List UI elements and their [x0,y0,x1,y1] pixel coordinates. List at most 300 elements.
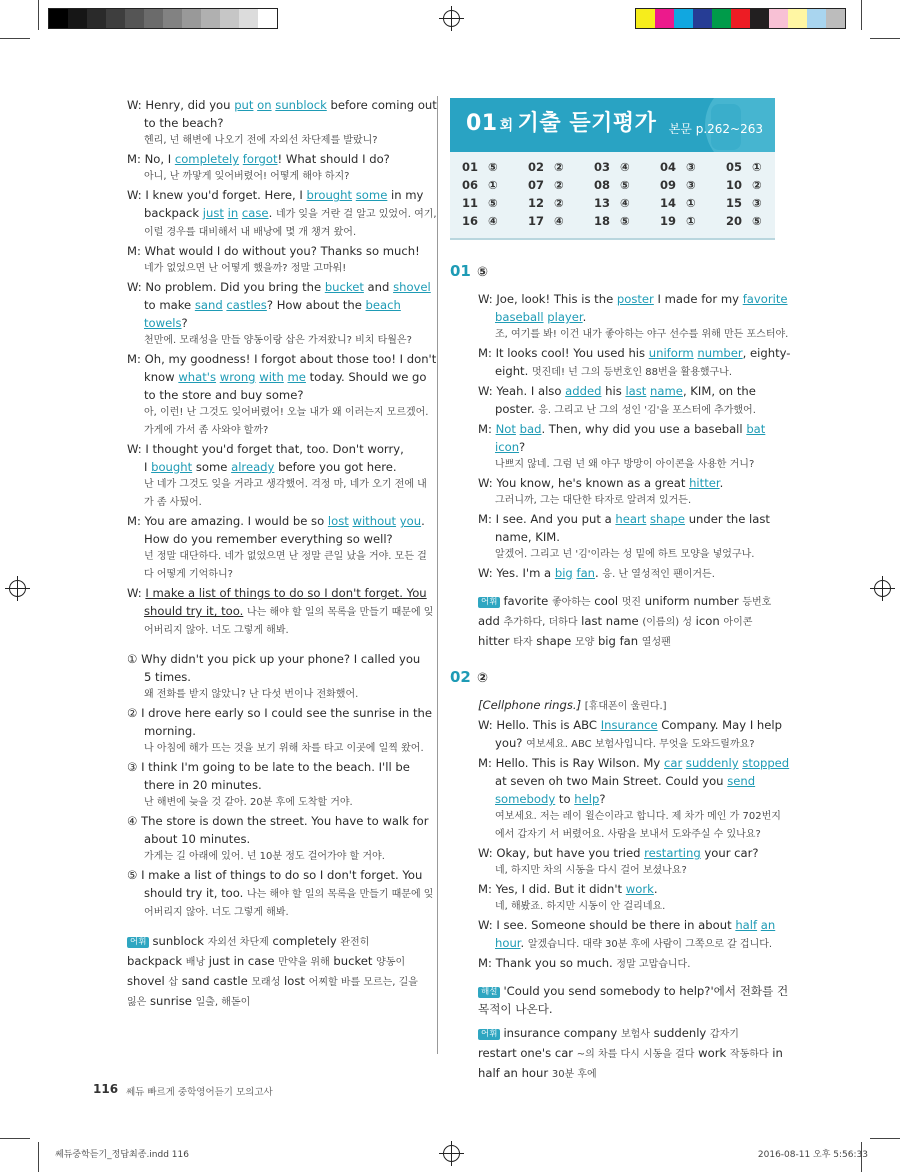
dictation-blank: car [663,756,683,770]
answer-key-number: 09 [660,178,677,192]
text-line [127,494,427,512]
dictation-blank: towels [144,316,182,330]
gray-swatch [182,9,201,28]
question-01-vocab [478,592,775,652]
text-segment: M: Oh, my goodness! I forgot about those too! I don't [127,352,437,366]
page-reference: 본문 p.262~263 [668,122,763,136]
text-line [127,168,427,186]
dictation-blank: added [565,384,602,398]
text-line [127,830,427,848]
dictation-blank: restarting [644,846,701,860]
dictation-blank: big [554,566,573,580]
text-line [478,954,775,974]
text-segment: ? [599,792,606,806]
text-segment: . [582,310,587,324]
text-line [478,934,775,954]
text-segment: ? [181,316,188,330]
answer-key-choice: ③ [682,160,696,174]
text-line [127,260,427,278]
dictation-blank: in [227,206,239,220]
korean-translation: 응. 그리고 난 그의 성인 '김'을 포스터에 추가했어. [538,405,756,416]
text-segment: 에서 갑자기 서 버렸어요. 사람을 보내서 도와주실 수 있나요? [495,829,761,840]
text-line [478,492,775,510]
answer-key-number: 14 [660,196,677,210]
stage-direction: [Cellphone rings.] [478,698,585,712]
korean-translation: 추가하다, 더하다 [503,617,578,628]
answer-key-item [462,214,528,232]
answer-key-number: 19 [660,214,677,228]
dictation-blank: bought [151,460,193,474]
text-line [478,592,775,612]
korean-translation: 모양 [574,637,595,648]
text-segment: eight. [495,364,532,378]
text-segment: icon [691,614,724,628]
korean-translation: 잃은 [127,997,147,1008]
question-02-dialogue [478,696,790,974]
vocab-section [127,932,427,1012]
color-swatch [636,9,655,28]
text-segment: ? How about the [266,298,366,312]
answer-key-number: 12 [528,196,545,210]
text-segment: . [421,514,425,528]
answer-key-number: 18 [594,214,611,228]
text-segment: under the last [685,512,770,526]
color-swatch [731,9,750,28]
dictation-blank: already [231,460,275,474]
answer-key-item [660,178,726,196]
text-segment: , eighty- [742,346,791,360]
text-line [127,602,434,622]
text-segment: half an hour [478,1066,552,1080]
text-segment: restart one's car [478,1046,577,1060]
answer-key-number: 07 [528,178,545,192]
korean-translation: 정말 고맙습니다. [616,959,691,970]
text-segment: lost [280,974,309,988]
text-segment: W: Yeah. I also [478,384,566,398]
text-segment: before coming out [326,98,437,112]
text-segment: completely [268,934,341,948]
text-segment: 네가 없었으면 난 어떻게 했을까? 정말 고마워! [144,263,347,274]
korean-translation: 갑자기 [709,1029,739,1040]
text-segment: 'Could you send somebody to help?'에서 전화를 건 [503,984,789,998]
test-title-banner [450,98,775,152]
text-line [127,650,427,668]
page-number: 116 [93,1082,119,1096]
text-line [478,1064,775,1084]
text-segment: M: You are amazing. I would be so [127,514,328,528]
crop-mark [861,0,862,30]
answer-key-item [462,160,528,178]
text-line [127,278,431,296]
answer-key-number: 03 [594,160,611,174]
text-segment: W: Joe, look! This is the [478,292,617,306]
text-segment: shovel [127,974,169,988]
text-line [127,422,427,440]
gray-swatch [163,9,182,28]
answer-key-choice: ① [484,178,498,192]
text-segment: How do you remember everything so well? [144,532,393,546]
text-segment: some [192,460,232,474]
dictation-blank: send [727,774,756,788]
registration-mark-left [9,580,26,597]
text-line [478,382,775,400]
korean-translation: 열성팬 [641,637,671,648]
text-line [127,204,437,224]
dictation-blank: hour [495,936,521,950]
dictation-blank: bat [746,422,766,436]
test-hoe: 회 [499,118,514,134]
text-line [127,458,427,476]
korean-translation: 나는 해야 할 일의 목록을 만들기 때문에 잊 [247,889,434,900]
text-segment: W: You know, he's known as a great [478,476,690,490]
text-segment: insurance company [503,1026,621,1040]
text-segment: to make [144,298,195,312]
text-segment: W: Henry, did you [127,98,235,112]
text-segment: W: I see. Someone should be there in about [478,918,736,932]
text-segment: I made for my [653,292,743,306]
dictation-blank: shape [650,512,686,526]
answer-key-choice: ② [550,160,564,174]
answer-key-item [726,160,792,178]
text-line [478,344,791,362]
text-segment: M: Hello. This is Ray Wilson. My [478,756,664,770]
left-column [127,96,437,1012]
dictation-blank: name [650,384,683,398]
text-segment: ⑤ I make a list of things to do so I don't forget. You [127,868,423,882]
text-line [478,790,775,808]
answer-key-item [726,196,792,214]
text-line [127,686,427,704]
color-swatch [674,9,693,28]
text-segment: 가게에 가서 좀 사와야 할까? [144,425,269,436]
test-number: 01 [466,111,498,136]
text-segment: W: I thought you'd forget that, too. Don't worry, [127,442,404,456]
dictation-blank: with [259,370,284,384]
korean-translation: 삽 [168,977,179,988]
dictation-blank: wrong [219,370,256,384]
text-segment: ② I drove here early so I could see the sunrise in the [127,706,432,720]
text-segment: suddenly [649,1026,710,1040]
text-segment: 가 좀 사뒀어. [144,497,202,508]
color-swatch [788,9,807,28]
answer-key-number: 17 [528,214,545,228]
text-segment: uniform number [641,594,743,608]
section-badge: 어휘 [478,1029,500,1040]
dictation-blank: hitter [689,476,720,490]
section-badge: 어휘 [478,597,500,608]
text-segment: W: [127,586,146,600]
answer-key-choice: ② [550,196,564,210]
text-line [478,880,775,898]
answer-key-number: 11 [462,196,479,210]
dictation-blank: without [352,514,397,528]
print-slug-file: 쎄듀중학듣기_정답최종.indd 116 [55,1150,189,1160]
text-segment: 왜 전화를 받지 않았니? 난 다섯 번이나 전화했어. [144,689,359,700]
text-line [127,740,427,758]
text-line [478,1044,783,1064]
text-line [127,368,427,386]
text-segment: W: I knew you'd forget. Here, I [127,188,307,202]
dictation-blank: suddenly [685,756,739,770]
text-segment: 알겠어. 그리고 넌 '김'이라는 성 밑에 하트 모양을 넣었구나. [495,549,755,560]
text-line [478,438,775,456]
answer-key-number: 16 [462,214,479,228]
korean-translation: 자외선 차단제 [207,937,269,948]
text-line [127,404,427,422]
dictation-blank: me [287,370,306,384]
text-segment: 난 네가 그것도 잊을 거라고 생각했어. 걱정 마, 네가 오기 전에 내 [144,479,427,490]
text-line [478,612,775,632]
text-segment: should try it, too. [144,886,247,900]
text-segment: favorite [503,594,552,608]
text-segment: to [555,792,575,806]
question-number: 02 [450,668,471,686]
answer-key-number: 05 [726,160,743,174]
color-swatch [826,9,845,28]
script-dialogue [127,96,437,640]
text-segment: about 10 minutes. [144,832,251,846]
question-answer: ② [476,671,488,686]
dictation-blank: favorite [742,292,788,306]
color-swatch [807,9,826,28]
korean-translation: ~의 차를 다시 시동을 걸다 [576,1049,695,1060]
text-line [478,808,781,826]
answer-key-number: 10 [726,178,743,192]
answer-key-choice: ① [682,196,696,210]
answer-key-number: 02 [528,160,545,174]
text-line [127,758,427,776]
question-02-vocab [478,1024,783,1084]
text-segment: hitter [478,634,514,648]
text-segment: 조, 여기를 봐! 이건 내가 좋아하는 야구 선수를 위해 만든 포스터야. [495,329,789,340]
crop-mark [0,1138,30,1139]
text-segment: to the beach? [144,116,224,130]
text-segment: 난 해변에 늦을 것 같아. 20분 후에 도착할 거야. [144,797,353,808]
gray-color-bar [48,8,278,29]
dictation-blank: poster [616,292,654,306]
answer-key-choice: ⑤ [616,214,630,228]
answer-key-choice: ⑤ [748,214,762,228]
gray-swatch [239,9,258,28]
dictation-blank: number [697,346,743,360]
dictation-blank: some [355,188,388,202]
text-line [127,622,427,640]
text-line [478,772,775,790]
text-line [127,704,432,722]
answer-key-box [450,152,775,240]
dictation-blank: heart [615,512,647,526]
text-segment: shape [532,634,575,648]
text-line [127,296,427,314]
answer-key-choice: ⑤ [616,178,630,192]
text-segment: 넌 정말 대단하다. 네가 없었으면 난 정말 큰일 났을 거야. 모든 걸 [144,551,427,562]
text-line [478,290,788,308]
dictation-blank: put [234,98,254,112]
answer-key-number: 20 [726,214,743,228]
text-segment: before you got here. [274,460,397,474]
text-line [478,420,775,438]
gray-swatch [144,9,163,28]
answer-key-item [594,178,660,196]
question-02-body [450,696,790,1084]
text-line [478,510,775,528]
dictation-blank: you [399,514,422,528]
dictation-blank: sand [194,298,223,312]
answer-key-item [726,214,792,232]
answer-key-number: 15 [726,196,743,210]
question-answer: ⑤ [476,265,488,280]
answer-key-choice: ④ [616,160,630,174]
section-badge: 어휘 [127,937,149,948]
gray-swatch [125,9,144,28]
korean-translation: [휴대폰이 울린다.] [584,701,667,712]
korean-translation: 30분 후에 [551,1069,597,1080]
text-line [127,186,427,204]
dictation-blank: shovel [393,280,431,294]
text-segment: ③ I think I'm going to be late to the beach. I'll be [127,760,410,774]
dictation-blank: fan [576,566,596,580]
text-segment: 아, 이런! 난 그것도 잊어버렸어! 오늘 내가 왜 이러는지 모르겠어. [144,407,429,418]
text-segment: ! What should I do? [277,152,390,166]
dictation-blank: player [547,310,583,324]
crop-mark [870,1138,900,1139]
text-segment: 천만에. 모래성을 만들 양동이랑 삽은 가져왔니? 비치 타월은? [144,335,412,346]
cmyk-color-bar [635,8,846,29]
answer-key-grid [450,152,775,232]
text-segment: to the store and buy some? [144,388,304,402]
korean-translation: 배낭 [185,957,206,968]
text-line [127,884,434,904]
answer-key-choice: ④ [484,214,498,228]
gray-swatch [201,9,220,28]
text-line [127,812,427,830]
text-segment: ① Why didn't you pick up your phone? I called you [127,652,421,666]
dictation-blank: forgot [242,152,278,166]
text-segment: 다 어떻게 기억하니? [144,569,233,580]
text-segment: M: What would I do without you? Thanks so much! [127,244,420,258]
crop-mark [38,0,39,30]
text-line [127,150,427,168]
text-segment: M: It looks cool! You used his [478,346,649,360]
gray-swatch [87,9,106,28]
answer-key-choice: ① [682,214,696,228]
answer-key-item [660,196,726,214]
question-02-header [450,668,775,688]
text-segment: . [520,936,528,950]
text-line [478,734,775,754]
gray-swatch [258,9,277,28]
text-segment: sunrise [146,994,196,1008]
answer-key-number: 04 [660,160,677,174]
answer-key-item [462,196,528,214]
dictation-blank: work [625,882,654,896]
gray-swatch [68,9,87,28]
text-segment: cool [590,594,622,608]
text-segment: 가게는 길 아래에 있어. 넌 10분 정도 걸어가야 할 거야. [144,851,385,862]
korean-translation: 완전히 [340,937,370,948]
text-segment: at seven oh two Main Street. Could you [495,774,728,788]
answer-key-choice: ② [748,178,762,192]
text-line [478,308,775,326]
text-line [127,132,427,150]
text-segment: W: No problem. Did you bring the [127,280,325,294]
text-line [478,982,789,1000]
dictation-blank: lost [327,514,349,528]
text-segment: M: I see. And you put a [478,512,616,526]
text-line [127,776,427,794]
dictation-blank: bad [519,422,542,436]
question-number: 01 [450,262,471,280]
text-segment: sand castle [178,974,252,988]
dictation-blank: an [760,918,776,932]
korean-translation: 일출, 해돋이 [195,997,251,1008]
text-line [127,972,427,992]
answer-key-choice: ④ [550,214,564,228]
text-segment: W: Hello. This is ABC [478,718,601,732]
text-segment: 나쁘지 않네. 그럼 넌 왜 야구 방망이 아이콘을 사용한 거니? [495,459,755,470]
text-line [478,716,782,734]
section-badge: 해설 [478,987,500,998]
text-segment: M: [478,422,496,436]
text-line [127,668,427,686]
dictation-blank: last [625,384,647,398]
text-segment: in my [387,188,424,202]
text-segment: . [653,882,658,896]
question-01-body [450,290,791,652]
answer-key-item [528,178,594,196]
text-line [127,476,427,494]
text-line [478,474,775,492]
korean-translation: 모래성 [251,977,281,988]
text-line [127,224,427,242]
text-segment: your car? [700,846,759,860]
text-segment: 목적이 나온다. [478,1002,553,1016]
dictation-blank: Not [495,422,516,436]
right-column [450,262,791,1084]
korean-translation: 양동이 [376,957,406,968]
text-line [478,362,775,382]
answer-key-number: 13 [594,196,611,210]
color-swatch [769,9,788,28]
registration-mark-right [874,580,891,597]
text-segment: 네, 하지만 차의 시동을 다시 걸어 보셨나요? [495,865,687,876]
text-segment: 나 아침에 해가 뜨는 것을 보기 위해 차를 타고 이곳에 일찍 왔어. [144,743,424,754]
text-segment: poster. [495,402,539,416]
color-swatch [655,9,674,28]
dictation-blank: somebody [495,792,556,806]
answer-key-choice: ④ [616,196,630,210]
text-segment: W: Yes. I'm a [478,566,555,580]
korean-translation: 만약을 위해 [278,957,330,968]
answer-sentence: should try it, too. [144,604,244,618]
text-segment: ④ The store is down the street. You have to walk for [127,814,429,828]
dictation-blank: Insurance [600,718,658,732]
text-segment: 어버리지 않아. 너도 그렇게 해봐. [144,907,289,918]
text-segment: big fan [594,634,642,648]
text-segment: 이럴 경우를 대비해서 내 배낭에 몇 개 챙겨 왔어. [144,227,357,238]
text-line [127,722,427,740]
answer-key-choice: ② [550,178,564,192]
registration-mark-top [443,10,460,27]
text-line [127,992,427,1012]
korean-translation: (이름의) 성 [642,617,692,628]
dictation-blank: just [202,206,224,220]
answer-sentence: I make a list of things to do so I don't forget. You [145,586,427,600]
text-segment: bucket [329,954,377,968]
korean-translation: 여보세요. ABC 보험사입니다. 무엇을 도와드릴까요? [526,739,755,750]
korean-translation: 보험사 [620,1029,650,1040]
answer-key-item [528,160,594,178]
